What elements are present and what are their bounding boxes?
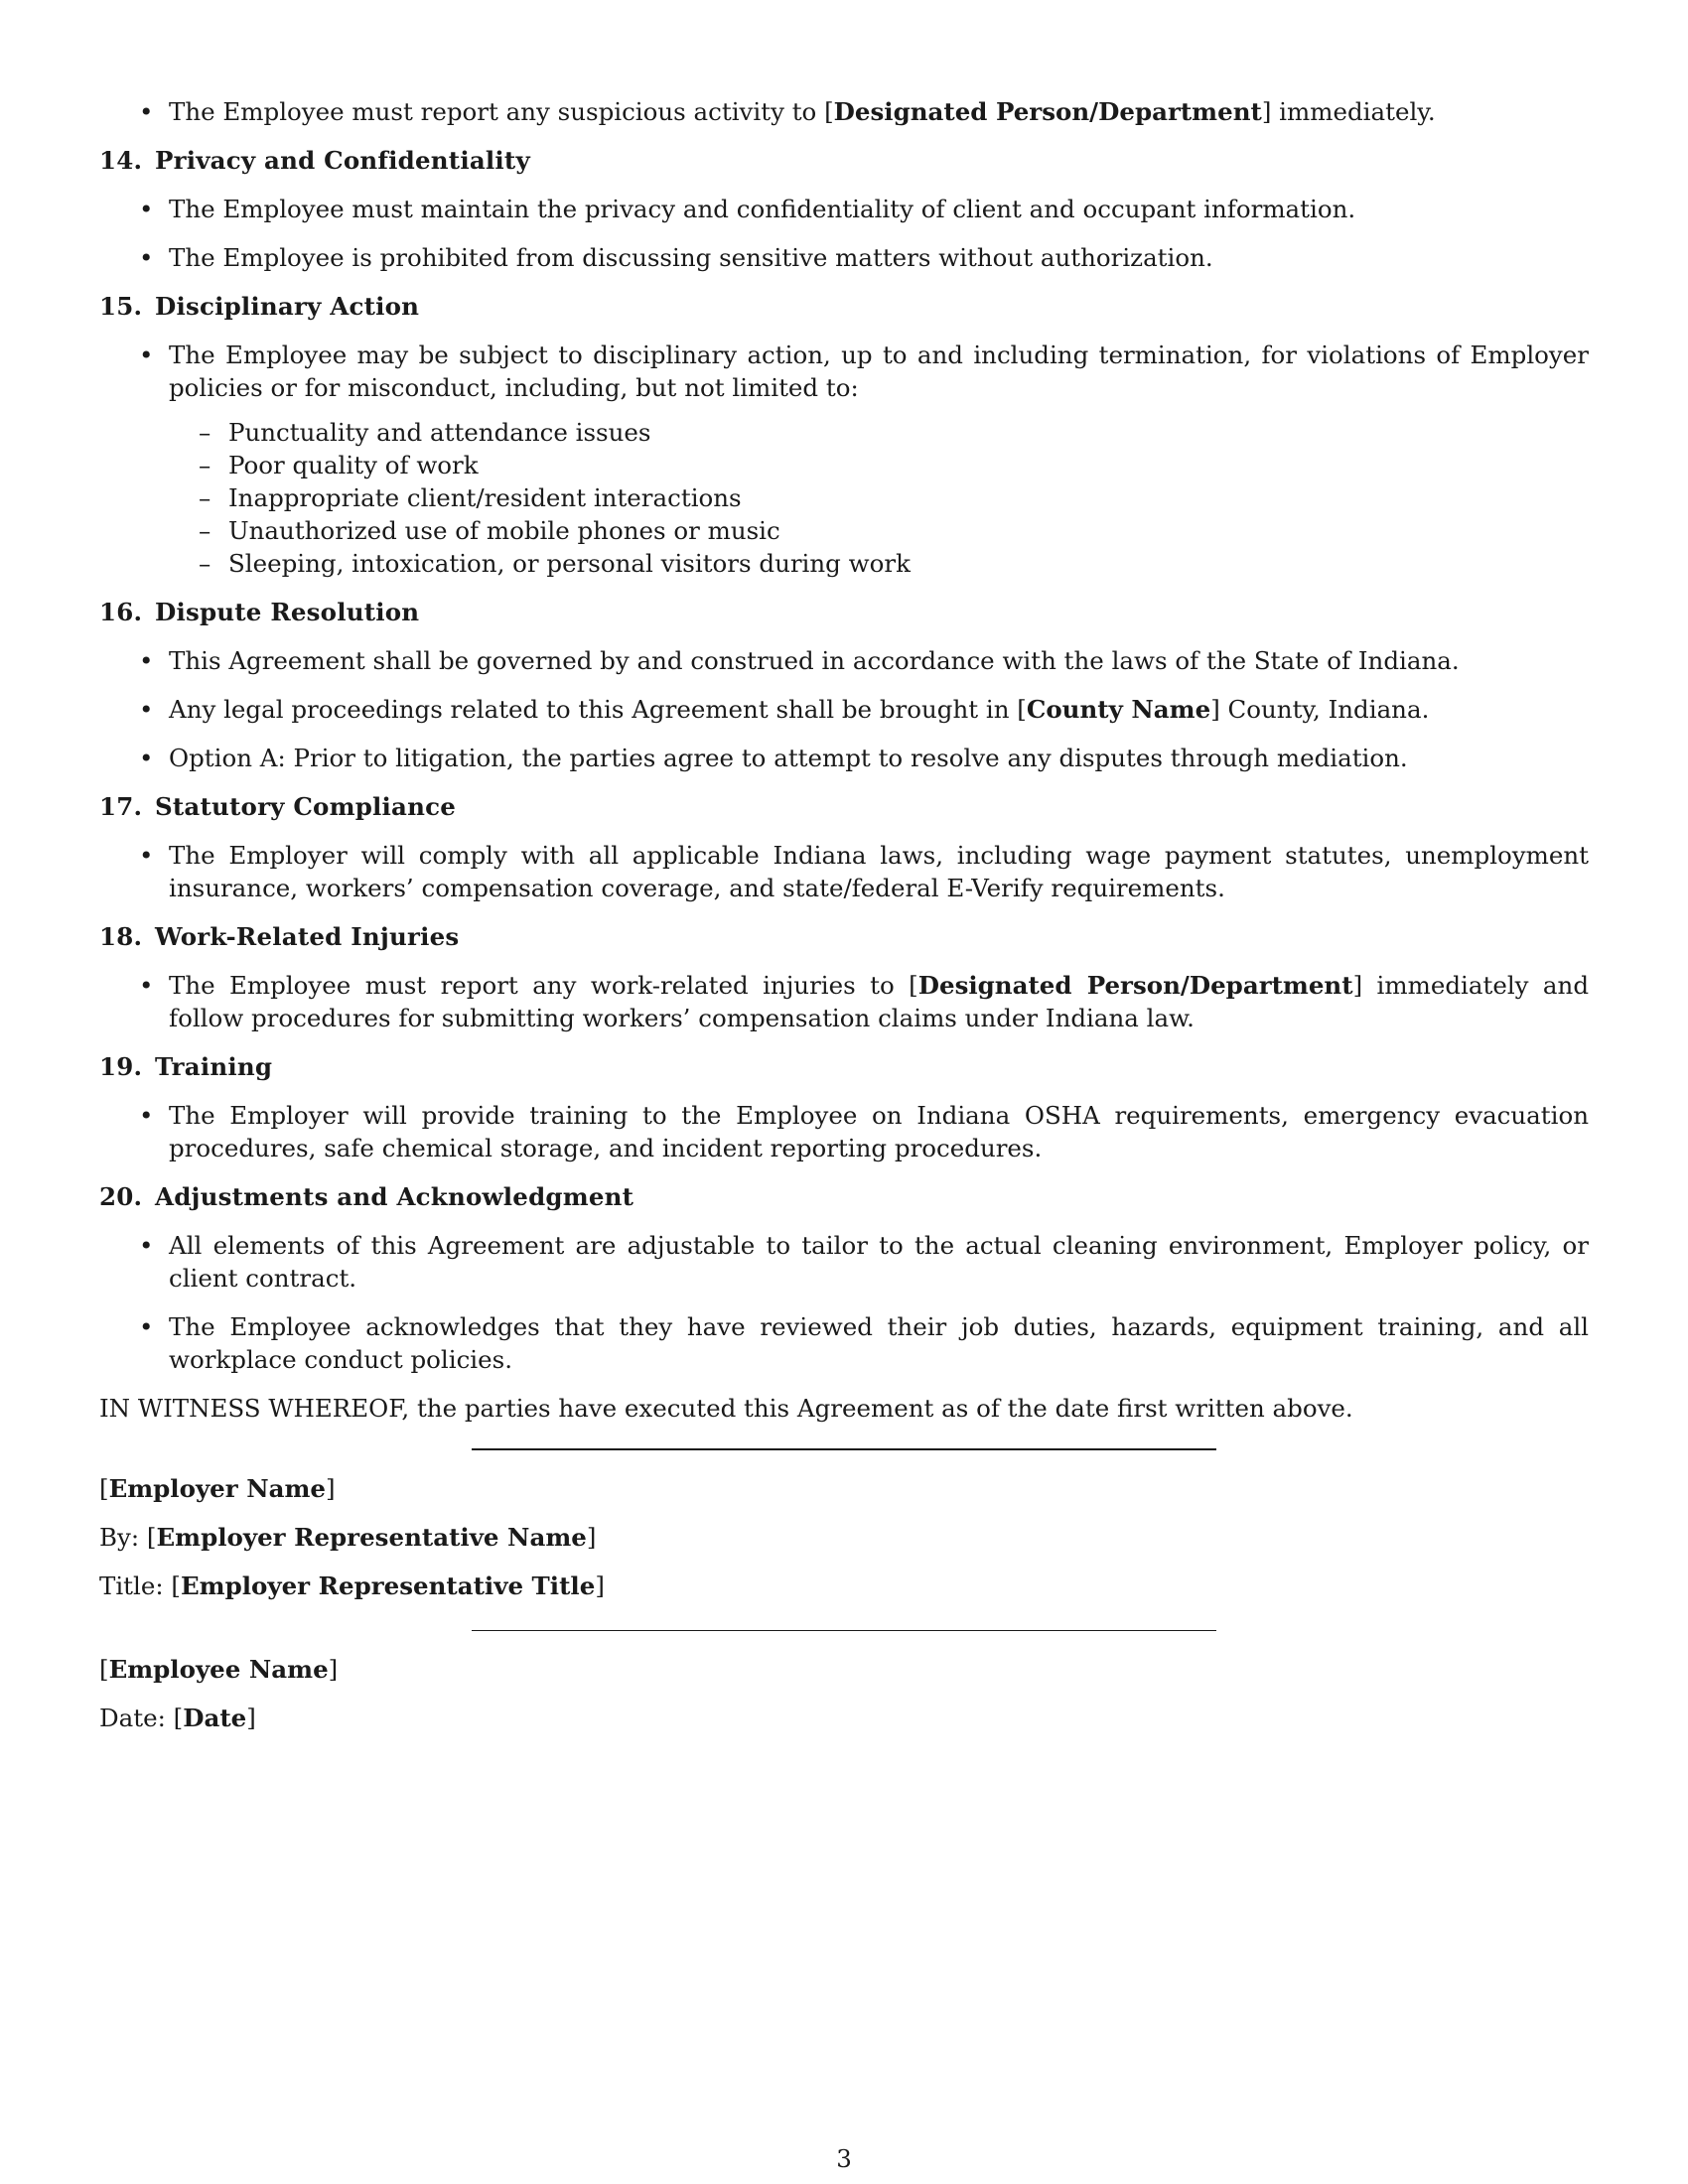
list-item: – Punctuality and attendance issues (228, 416, 1589, 449)
placeholder-county-name: County Name (1026, 695, 1211, 724)
witness-statement: IN WITNESS WHEREOF, the parties have executed this Agreement as of the date first written above. (99, 1394, 1353, 1423)
section-16-bullet: • This Agreement shall be governed by and construed in accordance with the laws of the State of Indiana. (99, 644, 1589, 677)
section-15-bullet: • The Employee may be subject to disciplinary action, up to and including termination, for violations of Employer policies or for misconduct, including, but not limited to: (99, 339, 1589, 404)
section-14-bullet: • The Employee is prohibited from discussing sensitive matters without authorization. (99, 241, 1589, 274)
employee-signature-line[interactable] (472, 1630, 1216, 1631)
placeholder-designated-person: Designated Person/Department (917, 971, 1353, 1000)
misconduct-list (99, 416, 1589, 580)
page-number: 3 (836, 2144, 852, 2173)
section-14-heading: 14. Privacy and Confidentiality (99, 146, 530, 175)
section-19-bullet: • The Employer will provide training to the Employee on Indiana OSHA requirements, emergency evacuation procedures, safe chemical storage, and incident reporting procedures. (99, 1099, 1589, 1164)
section-16-bullet: • Option A: Prior to litigation, the parties agree to attempt to resolve any disputes through mediation. (99, 742, 1589, 774)
employee-name: [Employee Name] (99, 1655, 339, 1684)
signature-date: Date: [Date] (99, 1704, 256, 1732)
section-16-heading: 16. Dispute Resolution (99, 598, 420, 626)
bullet-report-suspicious: • The Employee must report any suspicious activity to [Designated Person/Department] immediately. (99, 95, 1589, 128)
section-20-bullet: • All elements of this Agreement are adjustable to tailor to the actual cleaning environment, Employer policy, or client contract. (99, 1229, 1589, 1295)
section-19-heading: 19. Training (99, 1052, 273, 1081)
section-18-bullet: • The Employee must report any work-related injuries to [Designated Person/Department] immediately and follow procedures for submitting workers’ compensation claims under Indiana law. (99, 969, 1589, 1034)
list-item: – Inappropriate client/resident interactions (228, 481, 1589, 514)
employer-name: [Employer Name] (99, 1474, 336, 1503)
list-item: – Sleeping, intoxication, or personal visitors during work (228, 547, 1589, 580)
section-17-heading: 17. Statutory Compliance (99, 792, 457, 821)
section-14-bullet: • The Employee must maintain the privacy and confidentiality of client and occupant information. (99, 193, 1589, 225)
section-17-bullet: • The Employer will comply with all applicable Indiana laws, including wage payment statutes, unemployment insurance, workers’ compensation coverage, and state/federal E-Verify requirements. (99, 839, 1589, 904)
list-item: – Unauthorized use of mobile phones or music (228, 514, 1589, 547)
employer-representative: By: [Employer Representative Name] (99, 1523, 597, 1552)
section-15-heading: 15. Disciplinary Action (99, 292, 420, 321)
document-body (99, 95, 1589, 1750)
employer-representative-title: Title: [Employer Representative Title] (99, 1571, 605, 1600)
section-18-heading: 18. Work-Related Injuries (99, 922, 460, 951)
section-20-bullet: • The Employee acknowledges that they have reviewed their job duties, hazards, equipment training, and all workplace conduct policies. (99, 1310, 1589, 1376)
section-16-bullet: • Any legal proceedings related to this Agreement shall be brought in [County Name] County, Indiana. (99, 693, 1589, 726)
employer-signature-line[interactable] (472, 1448, 1216, 1450)
placeholder-designated-person: Designated Person/Department (833, 97, 1262, 126)
section-20-heading: 20. Adjustments and Acknowledgment (99, 1182, 634, 1211)
list-item: – Poor quality of work (228, 449, 1589, 481)
